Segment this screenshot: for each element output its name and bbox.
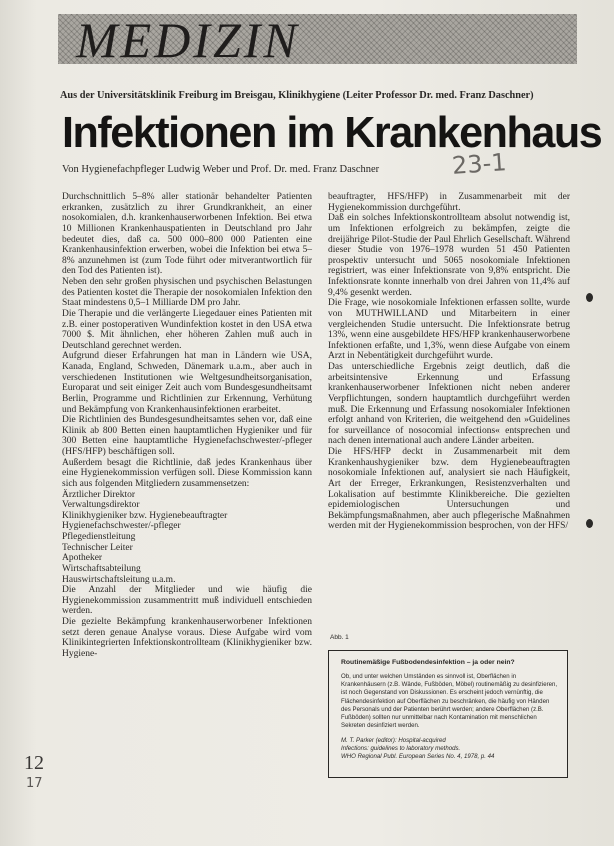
article-headline: Infektionen im Krankenhaus bbox=[62, 108, 602, 157]
info-box-reference bbox=[341, 737, 559, 760]
article-paragraph: Neben den sehr großen physischen und psychischen Belastungen des Patienten kostet die Therapie der nosokomialen Infektion den Staat mindestens 0,5–1 Milliarde DM pro Jahr. bbox=[62, 277, 312, 309]
article-paragraph: Wirtschaftsabteilung bbox=[62, 563, 141, 574]
page-number: 12 bbox=[24, 752, 44, 774]
article-paragraph: Die Anzahl der Mitglieder und wie häufig die Hygienekommission zusammentritt muß individuell entschieden werden. bbox=[62, 585, 312, 617]
info-box bbox=[328, 650, 568, 778]
article-paragraph: Die Therapie und die verlängerte Liegedauer eines Patienten mit z.B. einer postoperativen Wundinfektion kostet in den USA etwa 7000 $. Mit ähnlichen, eher höheren Zahlen muß auch in Deutschland gerechnet werden. bbox=[62, 308, 312, 351]
article-paragraph: Durchschnittlich 5–8% aller stationär behandelter Patienten erkranken, zusätzlich zu ihrer Grundkrankheit, an einer nosokomialen, d.h. krankenhauserworbenen Infektion. Bei etwa 10 Millionen Krankenhauspatienten in Deutschland pro Jahr bedeutet dies, daß ca. 500 000–800 000 Patienten eine Krankenhausinfektion erwerben, wobei die Infektion bei etwa 5–8% anzunehmen ist (zum Tode führt oder mitverantwortlich für den Tod des Patienten ist). bbox=[62, 192, 312, 277]
article-paragraph: Apotheker bbox=[62, 553, 103, 564]
article-paragraph: Die gezielte Bekämpfung krankenhauserworbener Infektionen setzt deren genaue Analyse voraus. Diese Aufgabe wird vom Klinikintegrierten Infektionskontrollteam (Klinikhygieniker bzw. Hygiene- bbox=[62, 617, 312, 659]
handwritten-page-note: 17 bbox=[26, 776, 43, 791]
article-paragraph: Ärztlicher Direktor bbox=[62, 489, 136, 500]
article-paragraph: Die Frage, wie nosokomiale Infektionen erfassen sollte, wurde von MUTHWILLAND und Mitarbeitern in einer vergleichenden Studie untersucht. Die Infektionsrate betrug 13%, wenn eine ausgebildete HFS/HFP krankenhauserworbene Infektionen erfaßte, und 1,3%, wenn diese Aufgabe von einem Arzt in Nebentätigkeit durchgeführt wurde. bbox=[328, 298, 570, 362]
punch-hole bbox=[586, 293, 593, 302]
article-paragraph: Die HFS/HFP deckt in Zusammenarbeit mit dem Krankenhaushygieniker bzw. dem Hygienebeauftragten nosokomiale Infektionen auf, analysiert sie nach Häufigkeit, Art der Erreger, Erkrankungen, Resistenzverhalten und Lokalisation auf bestimmte Klinikbereiche. Die gezielten epidemiologischen Untersuchungen und Bekämpfungsmaßnahmen, aber auch pflegerische Maßnahmen werden mit der Hygienekommission besprochen, von der HFS/ bbox=[328, 447, 570, 532]
article-column-right bbox=[328, 192, 570, 532]
punch-hole bbox=[586, 519, 593, 528]
clinic-credit: Aus der Universitätsklinik Freiburg im Breisgau, Klinikhygiene (Leiter Professor Dr. med. Franz Daschner) bbox=[60, 90, 534, 101]
reference-line: Infections: guidelines to laboratory methods. bbox=[341, 744, 461, 752]
article-paragraph: beauftragter, HFS/HFP) in Zusammenarbeit mit der Hygienekommission durchgeführt. bbox=[328, 192, 570, 213]
article-paragraph: Pflegedienstleitung bbox=[62, 532, 136, 542]
article-column-left bbox=[62, 192, 312, 660]
article-paragraph: Außerdem besagt die Richtlinie, daß jedes Krankenhaus über eine Hygienekommission verfügen soll. Diese Kommission kann sich aus folgenden Mitgliedern zusammensetzen: bbox=[62, 457, 312, 489]
section-title: MEDIZIN bbox=[76, 12, 300, 68]
info-box-body bbox=[341, 673, 559, 730]
article-paragraph: Daß ein solches Infektionskontrollteam absolut notwendig ist, um Infektionen erfolgreich zu bekämpfen, zeigte die dreijährige Pilot-Studie der Paul Ehrlich Gesellschaft. Während dieser Studie von 1976–1978 wurden 51 450 Patienten prospektiv untersucht und 5065 nosokomiale Infektionen registriert, was einer Infektionsrate von 9,8% entspricht. Die Infektionsrate konnte innerhalb von drei Jahren von 11,4% auf 9,4% gesenkt werden. bbox=[328, 213, 570, 298]
reference-line: M. T. Parker (editor): Hospital-acquired bbox=[341, 737, 446, 744]
article-paragraph: Technischer Leiter bbox=[62, 542, 133, 553]
article-paragraph: Aufgrund dieser Erfahrungen hat man in Ländern wie USA, Kanada, England, Schweden, Dänemark u.a.m., aber auch in verschiedenen Institutionen wie Weltgesundheitsorganisation, Europarat und seit einiger Zeit auch vom Bundesgesundheitsamt Berlin, Programme und Richtlinien zur Erkennung, Verhütung und Bekämpfung von Krankenhausinfektionen erarbeitet. bbox=[62, 351, 312, 415]
article-paragraph: Das unterschiedliche Ergebnis zeigt deutlich, daß die arbeitsintensive Erkennung und Erfassung krankenhauserworbener Infektionen nicht neben anderer Verpflichtungen, sondern hauptamtlich durchgeführt werden muß. Die Erkennung und Erfassung nosokomialer Infektionen erfolgt anhand von Kriterien, die weitgehend den »Guidelines for surveillance of nosocomial infections« entsprechen und nach denen international auch andere Länder arbeiten. bbox=[328, 362, 570, 447]
info-box-text: Ob, und unter welchen Umständen es sinnvoll ist, Oberflächen in Krankenhäusern (z.B. Wände, Fußböden, Möbel) routinemäßig zu desinfizieren, ist noch Gegenstand von Diskussionen. Es erscheint jedoch vernünftig, die Flächendesinfektion auf Oberflächen zu beschränken, die häufig von Händen des Personals und der Patienten berührt werden; andere Oberflächen (z.B. Fußböden) sollten nur unmittelbar nach Kontamination mit menschlichen Sekreten desinfiziert werden. bbox=[341, 673, 558, 730]
handwritten-note: 23-1 bbox=[451, 148, 508, 180]
article-paragraph: Hygienefachschwester/-pfleger bbox=[62, 521, 181, 532]
article-paragraph: Hauswirtschaftsleitung u.a.m. bbox=[62, 574, 176, 585]
article-paragraph: Die Richtlinien des Bundesgesundheitsamtes sehen vor, daß eine Klinik ab 800 Betten einen hauptamtlichen Hygieniker und für 300 Betten eine hauptamtliche Hygienefachschwester/-pfleger (HFS/HFP) beschäftigen soll. bbox=[62, 415, 312, 457]
reference-line: WHO Regional Publ. European Series No. 4, 1978, p. 44 bbox=[341, 752, 495, 760]
info-box-title: Routinemäßige Fußbodendesinfektion – ja oder nein? bbox=[341, 659, 515, 666]
article-paragraph: Klinikhygieniker bzw. Hygienebeauftragter bbox=[62, 510, 228, 521]
article-paragraph: Verwaltungsdirektor bbox=[62, 500, 140, 511]
figure-label: Abb. 1 bbox=[330, 634, 349, 641]
article-byline: Von Hygienefachpfleger Ludwig Weber und Prof. Dr. med. Franz Daschner bbox=[62, 164, 380, 175]
